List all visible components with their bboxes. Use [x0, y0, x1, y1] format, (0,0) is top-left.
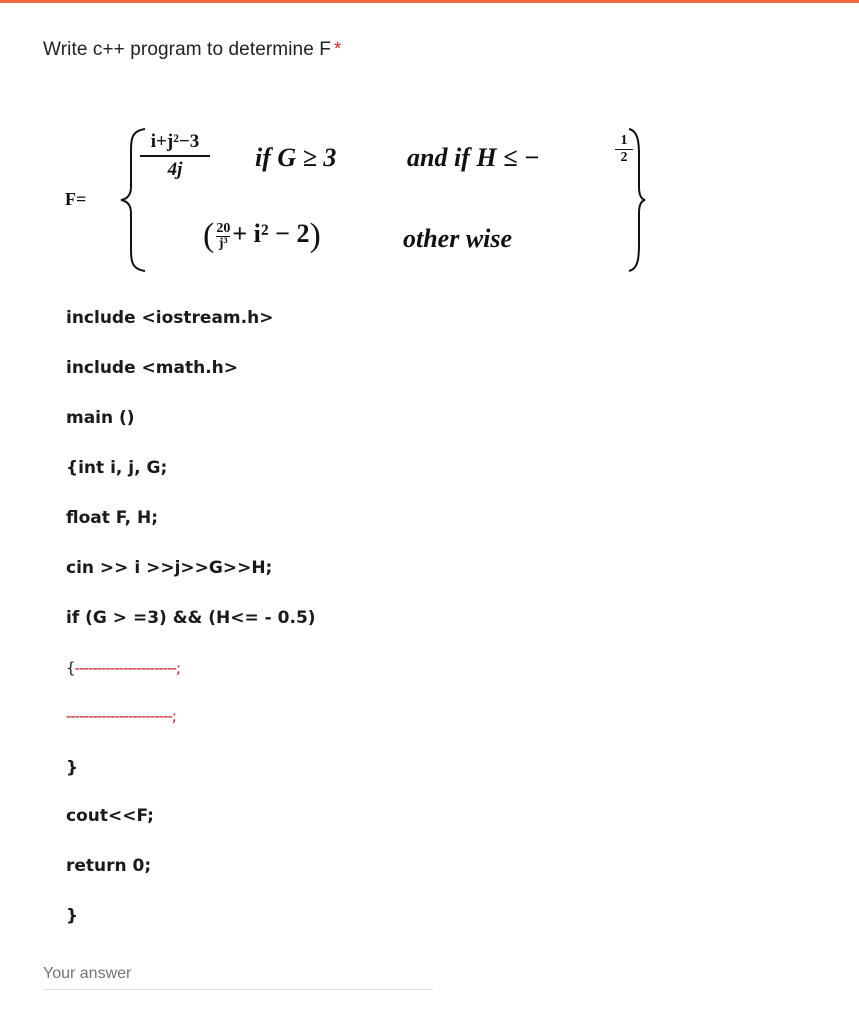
case2-numerator: 20 — [216, 220, 231, 236]
question-title — [43, 39, 341, 61]
blank-line-1 — [66, 659, 180, 677]
case2-denominator: j³ — [218, 235, 228, 251]
code-line-include-math: include <math.h> — [66, 358, 239, 378]
case2-expression — [203, 217, 321, 255]
case2-fraction — [216, 222, 230, 251]
blank-line-brace: { — [66, 659, 75, 677]
code-line-cout: cout<<F; — [66, 806, 154, 826]
close-paren-icon: ) — [309, 217, 321, 254]
open-paren-icon: ( — [203, 217, 215, 254]
blank-line-1-dashes: -----------------------; — [74, 659, 181, 677]
code-line-include-iostream: include <iostream.h> — [66, 308, 274, 328]
answer-input[interactable] — [43, 959, 433, 990]
question-title-text: Write c++ program to determine F — [43, 39, 331, 60]
right-brace-icon — [623, 125, 653, 275]
case2-condition: other wise — [403, 224, 513, 253]
code-line-if: if (G > =3) && (H<= - 0.5) — [66, 608, 316, 628]
formula-image — [55, 121, 695, 276]
code-line-return: return 0; — [66, 856, 152, 876]
code-line-declare-float: float F, H; — [66, 508, 159, 528]
formula-lhs: F= — [65, 189, 87, 209]
case1-fraction — [140, 131, 210, 181]
case1-numerator: i+j²−3 — [140, 131, 210, 157]
code-line-main: main () — [66, 408, 135, 428]
case1-condition-g: if G ≥ 3 — [255, 143, 337, 172]
half-denominator: 2 — [620, 150, 628, 165]
code-line-close-if: } — [66, 758, 79, 778]
case1-condition-h: and if H ≤ − — [407, 143, 540, 172]
case1-denominator: 4j — [167, 159, 183, 180]
blank-line-2: ------------------------; — [66, 707, 176, 725]
required-marker: * — [333, 39, 342, 60]
case2-expr: + i² − 2 — [232, 218, 310, 248]
code-line-close-main: } — [66, 906, 79, 926]
half-numerator: 1 — [615, 133, 633, 150]
code-line-cin: cin >> i >>j>>G>>H; — [66, 558, 273, 578]
code-line-declare-int: {int i, j, G; — [66, 458, 168, 478]
